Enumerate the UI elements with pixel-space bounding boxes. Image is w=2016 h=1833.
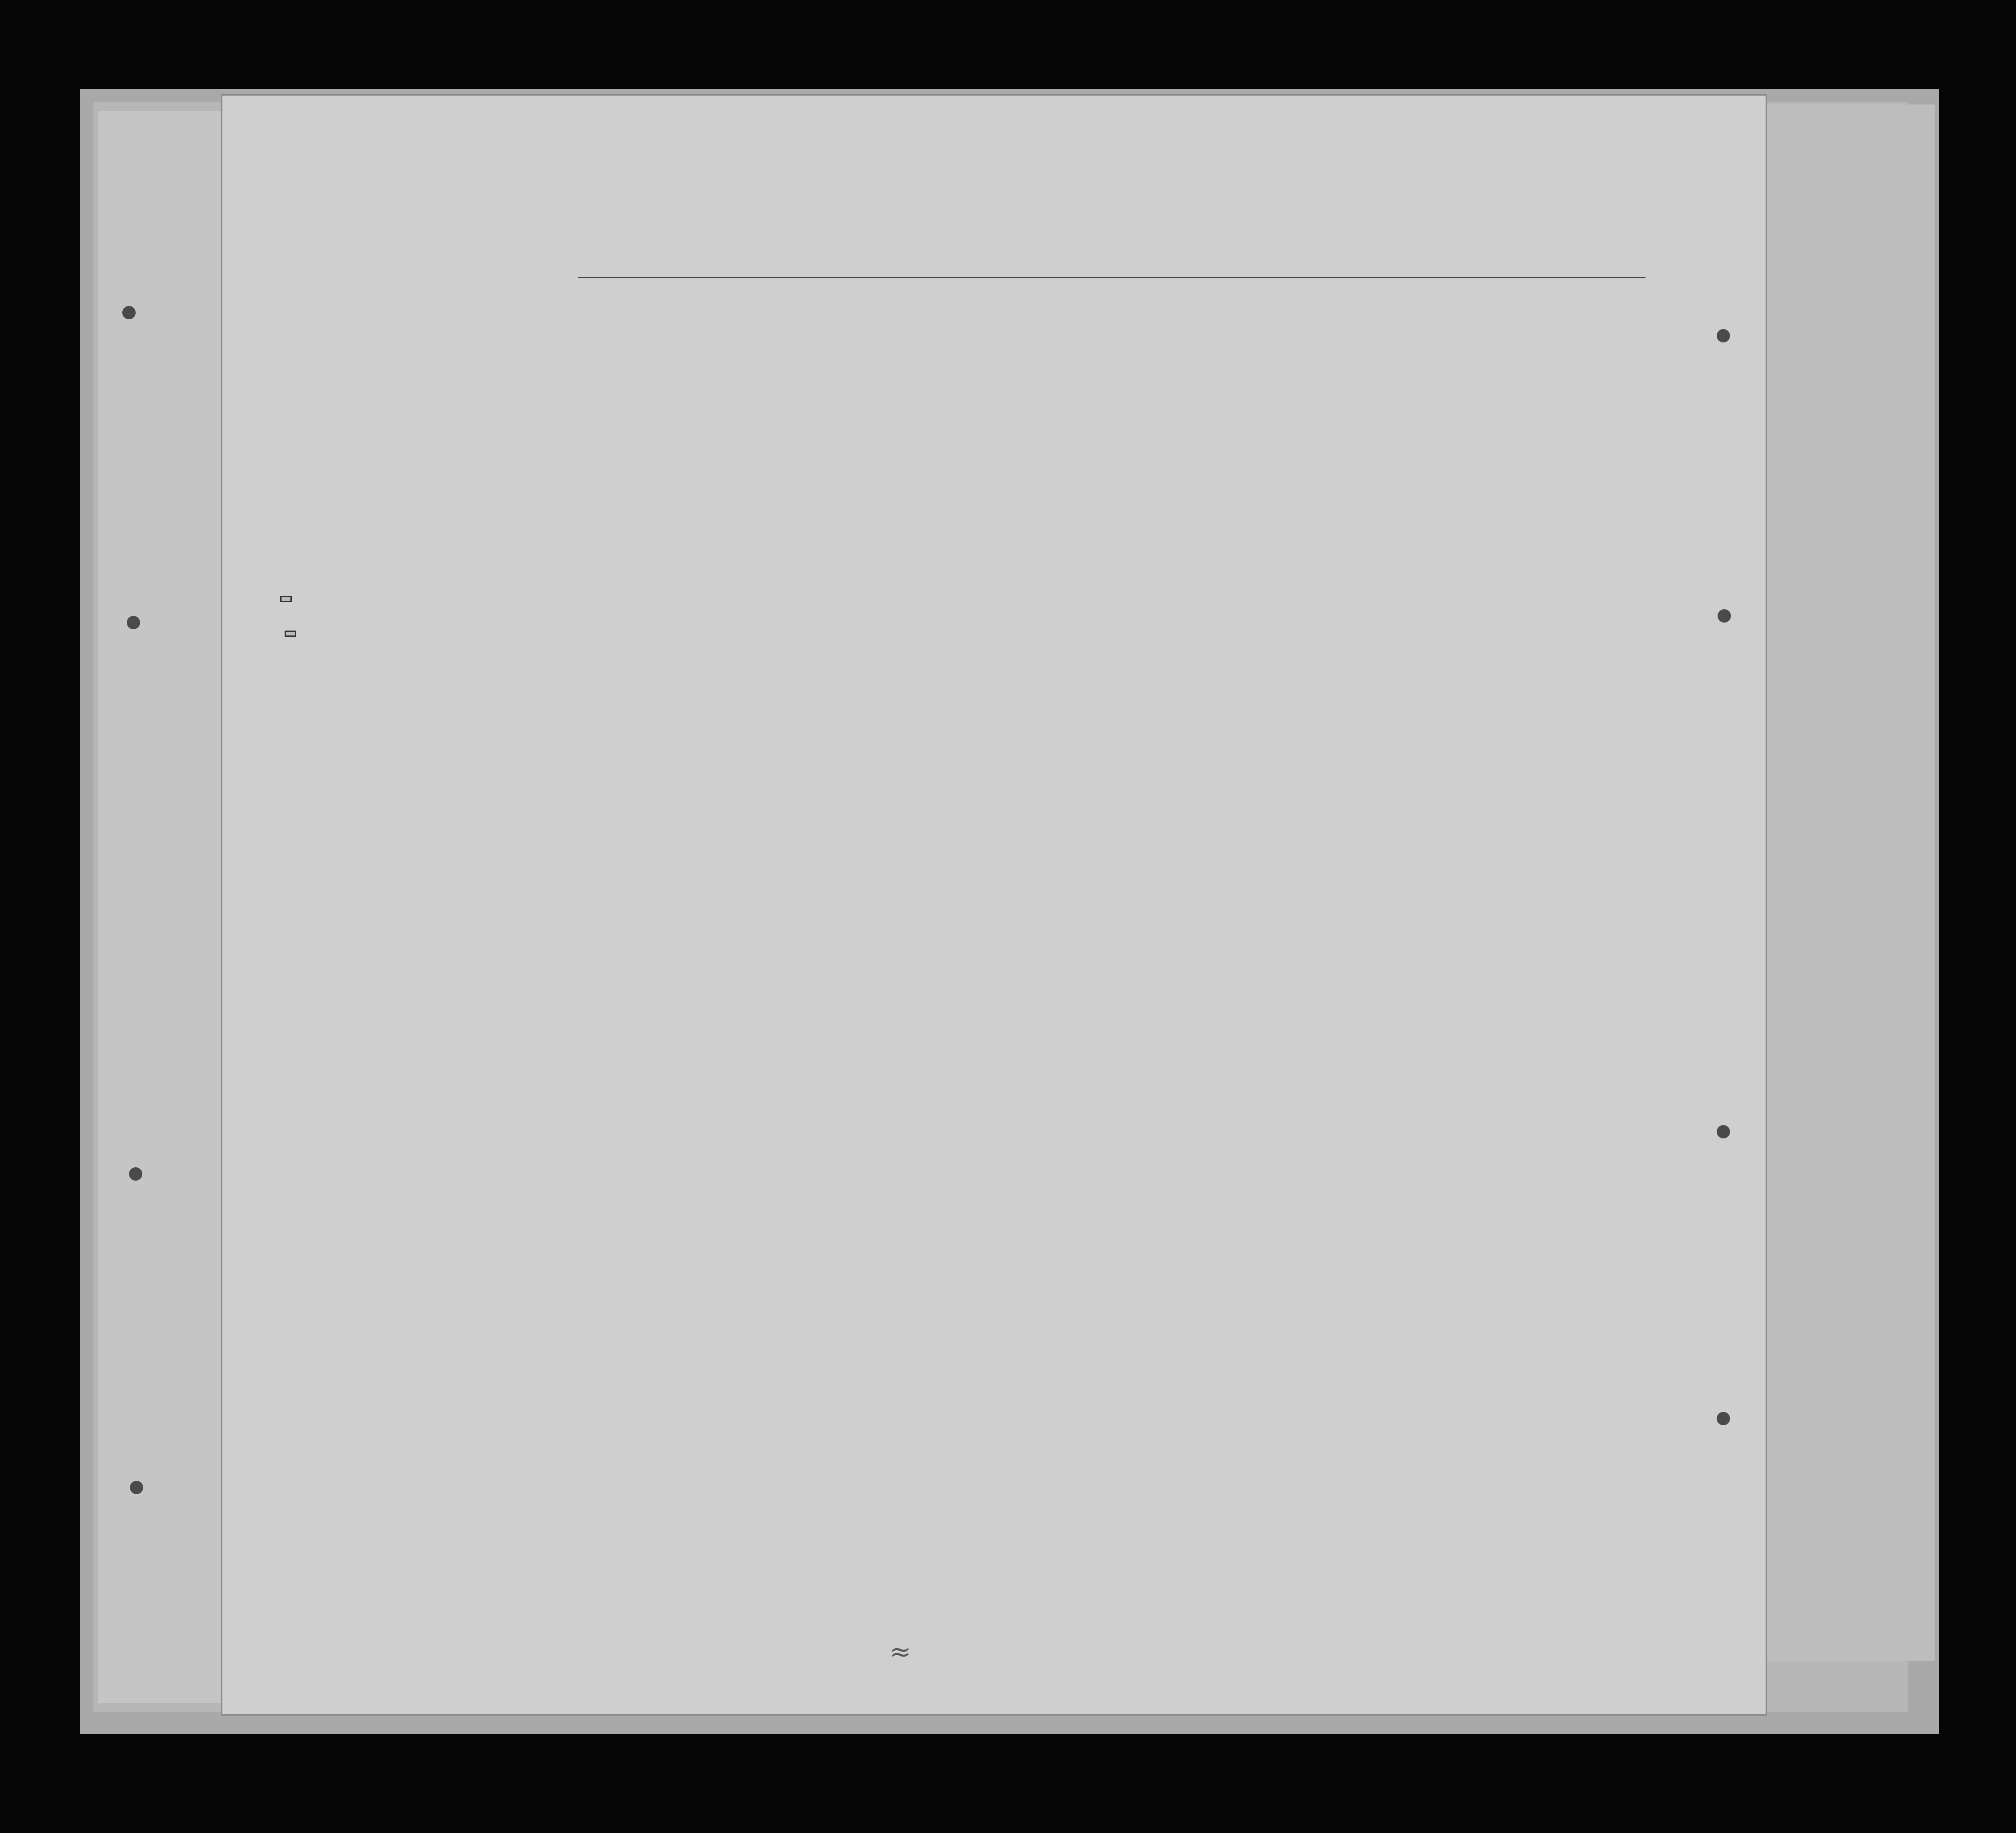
header-rule xyxy=(578,277,1646,278)
us-citizen-stamp-2 xyxy=(285,631,296,637)
punch-hole xyxy=(127,616,140,629)
punch-hole xyxy=(1717,1125,1730,1138)
hdr-married xyxy=(723,347,736,454)
purser-signature: ≈ xyxy=(889,1636,911,1667)
punch-hole xyxy=(1717,1412,1730,1425)
punch-hole xyxy=(122,306,136,319)
left-col15-label xyxy=(176,342,229,494)
punch-hole xyxy=(129,1167,142,1181)
punch-hole xyxy=(130,1481,143,1494)
punch-hole xyxy=(1718,609,1731,623)
punch-hole xyxy=(1717,329,1730,342)
right-sheet xyxy=(1766,105,1935,1661)
manifest-sheet xyxy=(222,96,1766,1714)
us-citizen-stamp xyxy=(280,596,292,602)
